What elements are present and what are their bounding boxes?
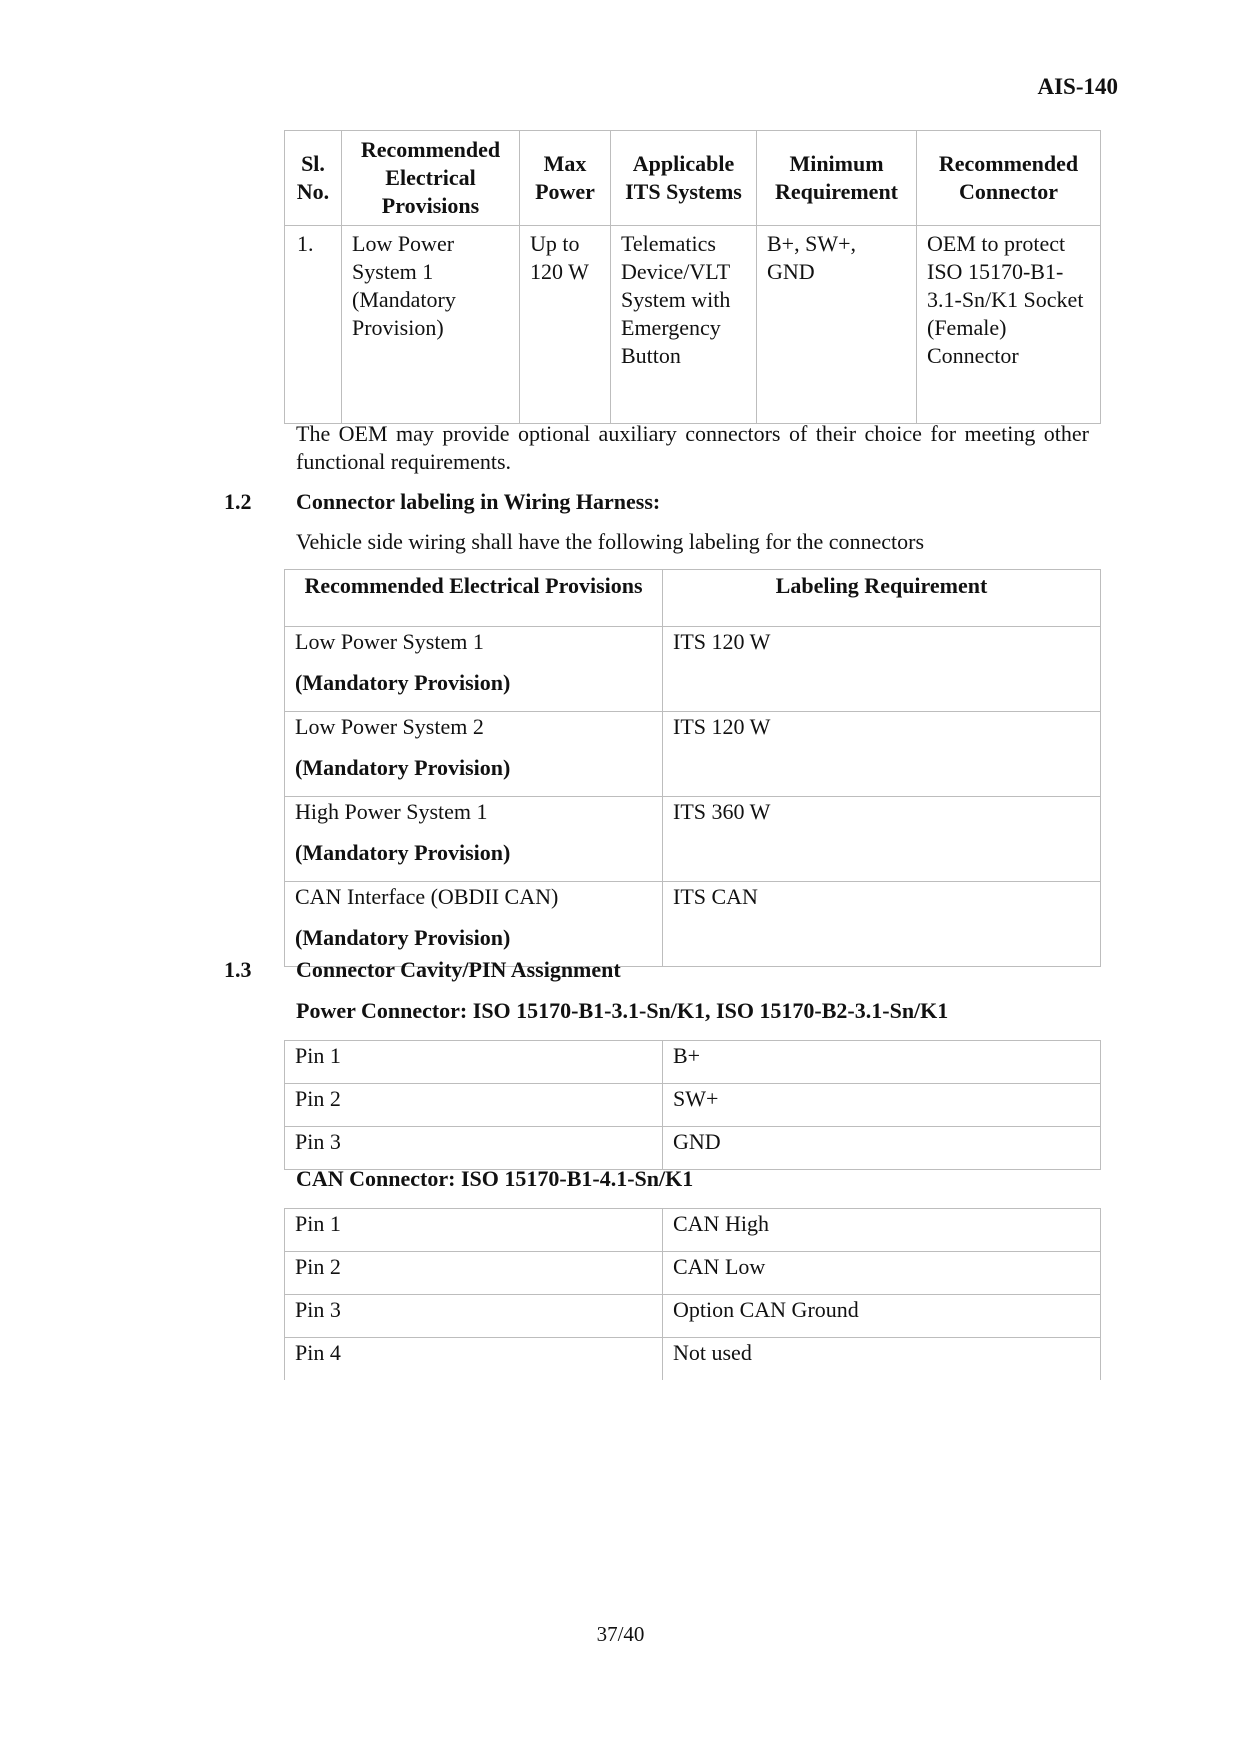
mandatory-label: (Mandatory Provision) <box>295 840 511 865</box>
table-row <box>285 1127 1101 1170</box>
table-row <box>285 797 1101 882</box>
section-number: 1.3 <box>224 957 252 982</box>
labeling-table <box>284 569 1101 967</box>
pin-value-cell: B+ <box>663 1041 1101 1084</box>
header-cell: Recommended Electrical Provisions <box>342 131 520 226</box>
table-row <box>285 1084 1101 1127</box>
label-cell: ITS 120 W <box>663 627 1101 712</box>
table-row <box>285 1295 1101 1338</box>
table-row <box>285 226 1101 424</box>
mandatory-label: (Mandatory Provision) <box>295 670 511 695</box>
header-cell: Applicable ITS Systems <box>611 131 757 226</box>
header-cell: Minimum Requirement <box>757 131 917 226</box>
pin-cell: Pin 1 <box>285 1209 663 1252</box>
table-header-row <box>285 131 1101 226</box>
header-cell: Recommended Electrical Provisions <box>285 570 663 627</box>
can-pin-table <box>284 1208 1101 1380</box>
provision-name: Low Power System 1 <box>295 629 484 654</box>
table-header-row <box>285 570 1101 627</box>
pin-value-cell: GND <box>663 1127 1101 1170</box>
provision-name: High Power System 1 <box>295 799 488 824</box>
table-row <box>285 882 1101 967</box>
can-connector-title: CAN Connector: ISO 15170-B1-4.1-Sn/K1 <box>296 1166 694 1191</box>
section-title: Connector labeling in Wiring Harness: <box>296 489 661 514</box>
table-cell: Up to 120 W <box>520 226 611 424</box>
pin-value-cell: SW+ <box>663 1084 1101 1127</box>
provision-cell <box>285 882 663 967</box>
electrical-provisions-table <box>284 130 1101 424</box>
pin-value-cell: Option CAN Ground <box>663 1295 1101 1338</box>
pin-value-cell: Not used <box>663 1338 1101 1381</box>
pin-cell: Pin 2 <box>285 1252 663 1295</box>
header-cell: Max Power <box>520 131 611 226</box>
provision-name: Low Power System 2 <box>295 714 484 739</box>
document-code: AIS-140 <box>1037 74 1118 99</box>
label-cell: ITS CAN <box>663 882 1101 967</box>
page-number: 37/40 <box>596 1622 645 1646</box>
table-row <box>285 1209 1101 1252</box>
table-row <box>285 1252 1101 1295</box>
section-title: Connector Cavity/PIN Assignment <box>296 957 621 982</box>
provision-cell <box>285 712 663 797</box>
pin-cell: Pin 4 <box>285 1338 663 1381</box>
pin-value-cell: CAN High <box>663 1209 1101 1252</box>
provision-cell <box>285 797 663 882</box>
pin-value-cell: CAN Low <box>663 1252 1101 1295</box>
power-connector-title: Power Connector: ISO 15170-B1-3.1-Sn/K1, ISO 15170-B2-3.1-Sn/K1 <box>296 998 949 1023</box>
power-pin-table <box>284 1040 1101 1170</box>
pin-cell: Pin 3 <box>285 1127 663 1170</box>
provision-cell <box>285 627 663 712</box>
table-row <box>285 627 1101 712</box>
pin-cell: Pin 1 <box>285 1041 663 1084</box>
label-cell: ITS 120 W <box>663 712 1101 797</box>
table-cell: OEM to protect ISO 15170-B1-3.1-Sn/K1 Socket (Female) Connector <box>917 226 1101 424</box>
table-cell: 1. <box>285 226 342 424</box>
pin-cell: Pin 3 <box>285 1295 663 1338</box>
table-cell: B+, SW+, GND <box>757 226 917 424</box>
header-cell: Recommended Connector <box>917 131 1101 226</box>
table-cell: Telematics Device/VLT System with Emergency Button <box>611 226 757 424</box>
header-cell: Labeling Requirement <box>663 570 1101 627</box>
table-row <box>285 1338 1101 1381</box>
header-cell: Sl. No. <box>285 131 342 226</box>
provision-name: CAN Interface (OBDII CAN) <box>295 884 559 909</box>
section-number: 1.2 <box>224 489 252 514</box>
mandatory-label: (Mandatory Provision) <box>295 925 511 950</box>
label-cell: ITS 360 W <box>663 797 1101 882</box>
pin-cell: Pin 2 <box>285 1084 663 1127</box>
intro-paragraph: Vehicle side wiring shall have the following labeling for the connectors <box>296 529 925 554</box>
mandatory-label: (Mandatory Provision) <box>295 755 511 780</box>
note-paragraph: The OEM may provide optional auxiliary connectors of their choice for meeting other functional requirements. <box>296 421 1089 474</box>
table-cell: Low Power System 1 (Mandatory Provision) <box>342 226 520 424</box>
table-row <box>285 712 1101 797</box>
table-row <box>285 1041 1101 1084</box>
